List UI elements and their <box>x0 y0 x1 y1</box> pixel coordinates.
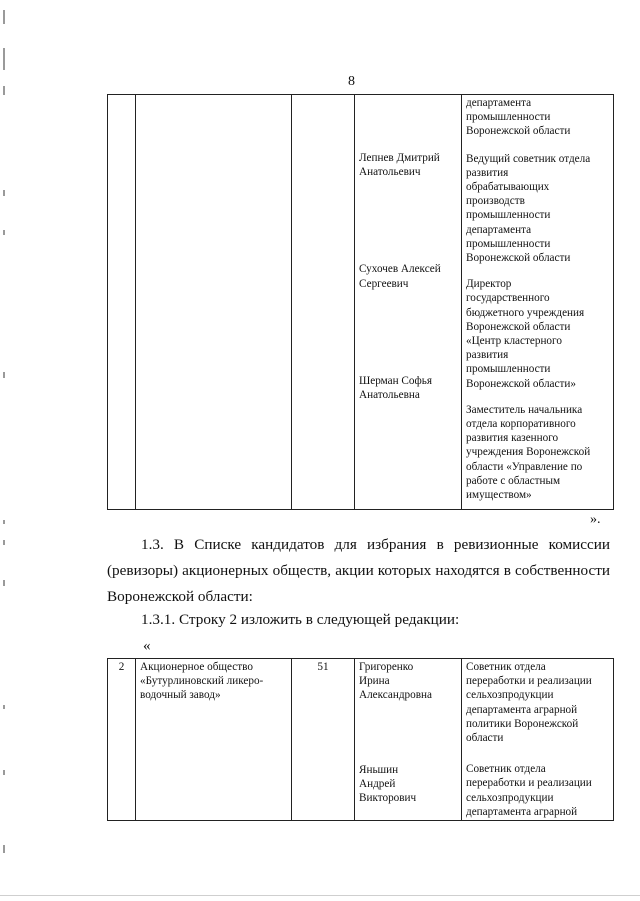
member-position: Заместитель начальника отдела корпоративного развития казенного учреждения Воронежской области «Управление по работе с областным имуществом» <box>466 403 591 502</box>
member-name: Яньшин Андрей Викторович <box>359 763 417 805</box>
closing-quote: ». <box>590 512 601 527</box>
commission-members-table-continued <box>107 94 614 510</box>
cell-share <box>292 659 355 821</box>
table-row <box>108 95 614 510</box>
page-number: 8 <box>348 74 355 89</box>
paragraph-line: Воронежской области: <box>107 588 253 605</box>
member-position: Советник отдела переработки и реализации сельхозпродукции департамента аграрной политики Воронежской области <box>466 661 592 745</box>
opening-quote: « <box>143 637 151 654</box>
cell-number <box>108 95 136 510</box>
paragraph-line: (ревизоры) акционерных обществ, акции которых находятся в собственности <box>107 562 610 579</box>
member-name: Григоренко Ирина Александровна <box>359 661 432 702</box>
table-row <box>108 659 614 821</box>
cell-names <box>355 95 462 510</box>
member-name: Сухочев Алексей Сергеевич <box>359 263 441 290</box>
member-name: Шерман Софья Анатольевна <box>359 374 432 402</box>
member-position: Директор государственного бюджетного учреждения Воронежской области «Центр кластерного развития промышленности Воронежской области» <box>466 278 585 390</box>
paragraph-1-3 <box>107 532 610 610</box>
share-percent: 51 <box>317 661 329 673</box>
company-name: Акционерное общество «Бутурлиновский ликеро- водочный завод» <box>140 661 264 702</box>
cell-company <box>136 95 292 510</box>
member-position: Советник отдела переработки и реализации сельхозпродукции департамента аграрной <box>466 763 592 818</box>
member-position: департамента промышленности Воронежской области <box>466 97 571 138</box>
audit-commission-table <box>107 658 614 821</box>
cell-positions <box>462 95 614 510</box>
member-name: Лепнев Дмитрий Анатольевич <box>359 152 440 179</box>
paragraph-1-3-1: 1.3.1. Строку 2 изложить в следующей редакции: <box>141 611 460 628</box>
scan-bottom-edge <box>0 895 640 896</box>
cell-number <box>108 659 136 821</box>
cell-share <box>292 95 355 510</box>
scan-margin-artifacts <box>3 0 9 901</box>
member-position: Ведущий советник отдела развития обрабатывающих производств промышленности департамента промышленности Воронежской области <box>466 152 591 265</box>
cell-company <box>136 659 292 821</box>
row-number: 2 <box>118 661 125 673</box>
cell-positions <box>462 659 614 821</box>
cell-names <box>355 659 462 821</box>
paragraph-line: 1.3. В Списке кандидатов для избрания в ревизионные комиссии <box>141 536 610 553</box>
